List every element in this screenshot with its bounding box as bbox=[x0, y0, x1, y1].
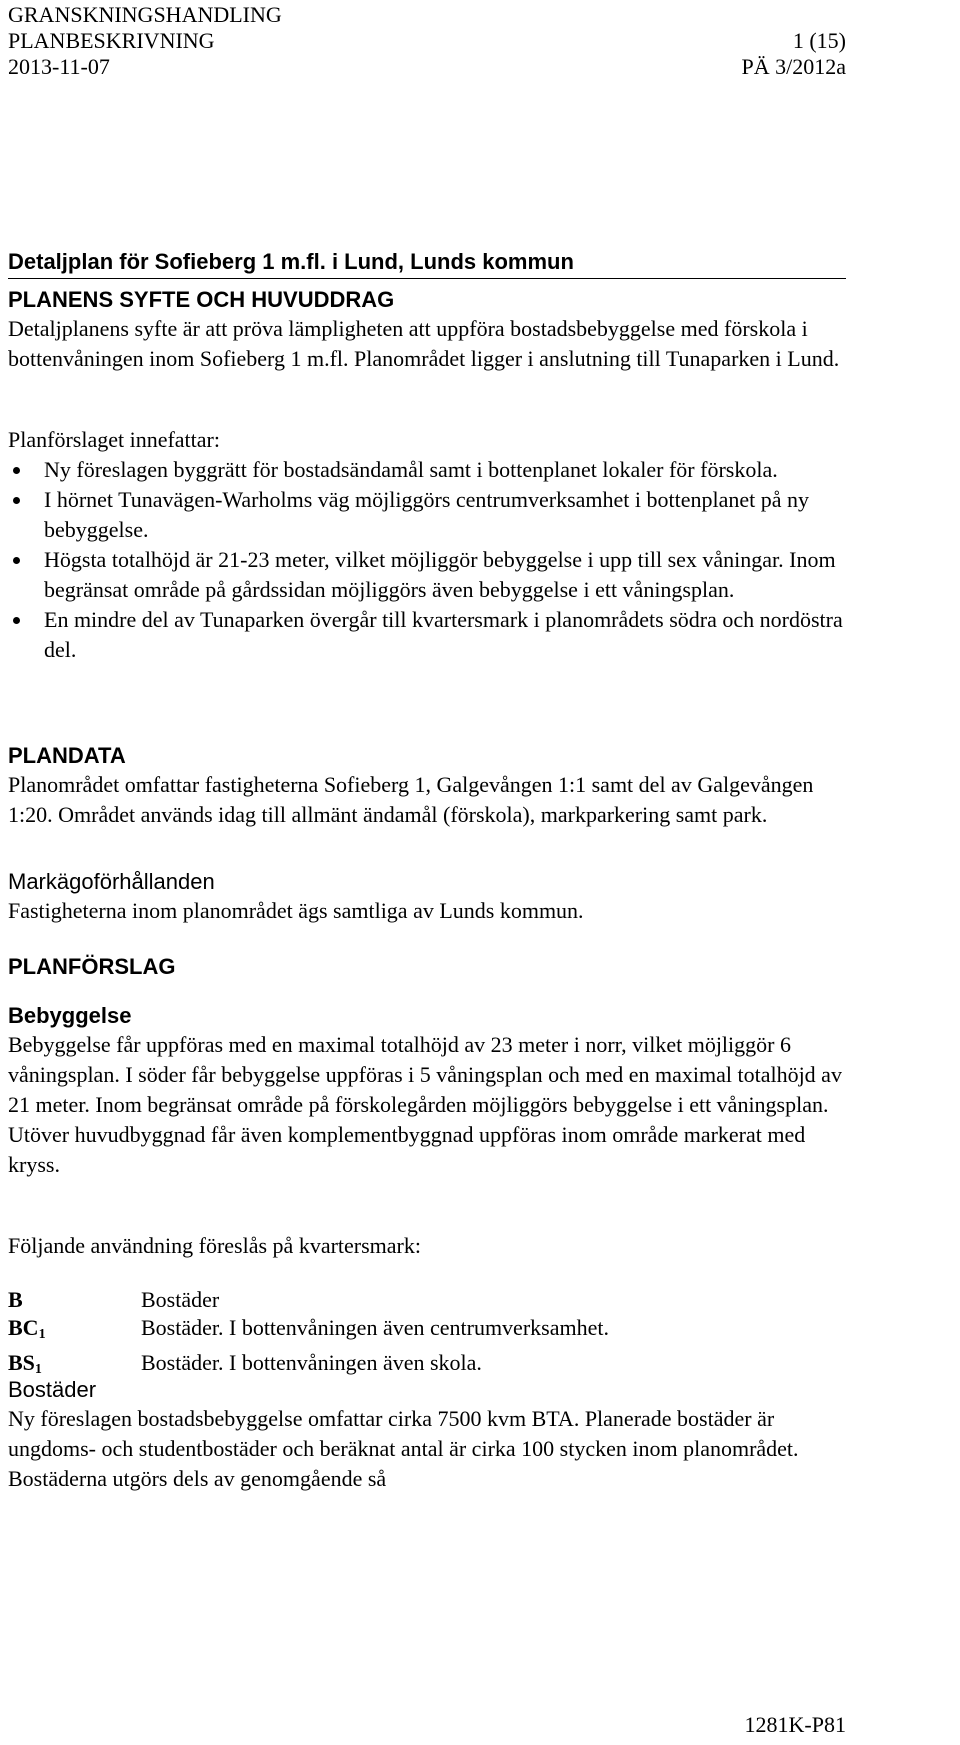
land-use-description: Bostäder. I bottenvåningen även skola. bbox=[141, 1350, 482, 1375]
anvandning-intro: Följande användning föreslås på kvartersmark: bbox=[8, 1233, 421, 1258]
summary-bullet-list bbox=[8, 455, 846, 665]
section-plandata bbox=[8, 742, 846, 830]
bostader-text: Ny föreslagen bostadsbebyggelse omfattar cirka 7500 kvm BTA. Planerade bostäder är ungdoms- och studentbostäder och beräknat antal är cirka 100 stycken inom planområdet. Bostäderna utgörs dels av genomgående så bbox=[8, 1406, 799, 1491]
planforslag-summary bbox=[8, 425, 846, 665]
summary-bullet: En mindre del av Tunaparken övergår till kvartersmark i planområdets södra och nordöstra del. bbox=[8, 605, 846, 665]
land-use-row bbox=[8, 1286, 846, 1314]
summary-bullet: Högsta totalhöjd är 21-23 meter, vilket möjliggör bebyggelse i upp till sex våningar. Inom begränsat område på gårdssidan möjliggörs även bebyggelse i ett våningsplan. bbox=[8, 545, 846, 605]
bebyggelse-heading: Bebyggelse bbox=[8, 1003, 132, 1028]
land-use-description: Bostäder. I bottenvåningen även centrumverksamhet. bbox=[141, 1315, 609, 1340]
planforslag-heading: PLANFÖRSLAG bbox=[8, 954, 176, 979]
summary-intro: Planförslaget innefattar: bbox=[8, 427, 220, 452]
syfte-text: Detaljplanens syfte är att pröva lämpligheten att uppföra bostadsbebyggelse med förskola i bottenvåningen inom Sofieberg 1 m.fl. Planområdet ligger i anslutning till Tunaparken i Lund. bbox=[8, 316, 840, 371]
land-use-codes bbox=[8, 1286, 846, 1384]
section-bostader bbox=[8, 1376, 846, 1494]
land-use-row bbox=[8, 1314, 846, 1349]
land-use-code: B bbox=[8, 1287, 23, 1312]
bullet-icon bbox=[13, 497, 20, 504]
header-reference: PÄ 3/2012a bbox=[741, 54, 846, 79]
summary-bullet: I hörnet Tunavägen-Warholms väg möjliggörs centrumverksamhet i bottenplanet på ny bebyggelse. bbox=[8, 485, 846, 545]
plandata-text: Planområdet omfattar fastigheterna Sofieberg 1, Galgevången 1:1 samt del av Galgevången 1:20. Området används idag till allmänt ändamål (förskola), markparkering samt park. bbox=[8, 772, 814, 827]
summary-bullet: Ny föreslagen byggrätt för bostadsändamål samt i bottenplanet lokaler för förskola. bbox=[8, 455, 846, 485]
bullet-icon bbox=[13, 467, 20, 474]
markagoforhallanden-heading: Markägoförhållanden bbox=[8, 869, 215, 894]
header-doc-type: PLANBESKRIVNING bbox=[8, 28, 215, 53]
section-bebyggelse bbox=[8, 1002, 846, 1180]
bostader-heading: Bostäder bbox=[8, 1377, 97, 1402]
bebyggelse-text: Bebyggelse får uppföras med en maximal totalhöjd av 23 meter i norr, vilket möjliggör 6 våningsplan. I söder får bebyggelse uppföras i 5 våningsplan och med en maximal totalhöjd av 21 meter. Inom begränsat område på förskolegården möjliggörs bebyggelse i ett våningsplan. Utöver huvudbyggnad får även komplementbyggnad uppföras inom område markerat med kryss. bbox=[8, 1032, 842, 1177]
markagoforhallanden-text: Fastigheterna inom planområdet ägs samtliga av Lunds kommun. bbox=[8, 898, 584, 923]
section-syfte bbox=[8, 286, 846, 374]
document-footer-id: 1281K-P81 bbox=[744, 1712, 846, 1737]
syfte-heading: PLANENS SYFTE OCH HUVUDDRAG bbox=[8, 287, 395, 312]
bullet-icon bbox=[13, 617, 20, 624]
header-status: GRANSKNINGSHANDLING bbox=[8, 2, 282, 27]
bullet-icon bbox=[13, 557, 20, 564]
land-use-code: $BC_1$ bbox=[8, 1315, 46, 1342]
land-use-description: Bostäder bbox=[141, 1287, 220, 1312]
land-use-code: $BS_1$ bbox=[8, 1350, 42, 1377]
header-page-number: 1 (15) bbox=[792, 28, 846, 53]
document-title: Detaljplan för Sofieberg 1 m.fl. i Lund, Lunds kommun bbox=[8, 248, 846, 279]
document-header bbox=[8, 2, 846, 80]
document-page bbox=[8, 0, 846, 1745]
section-markagoforhallanden bbox=[8, 868, 846, 926]
header-date: 2013-11-07 bbox=[8, 54, 110, 79]
plandata-heading: PLANDATA bbox=[8, 743, 126, 768]
